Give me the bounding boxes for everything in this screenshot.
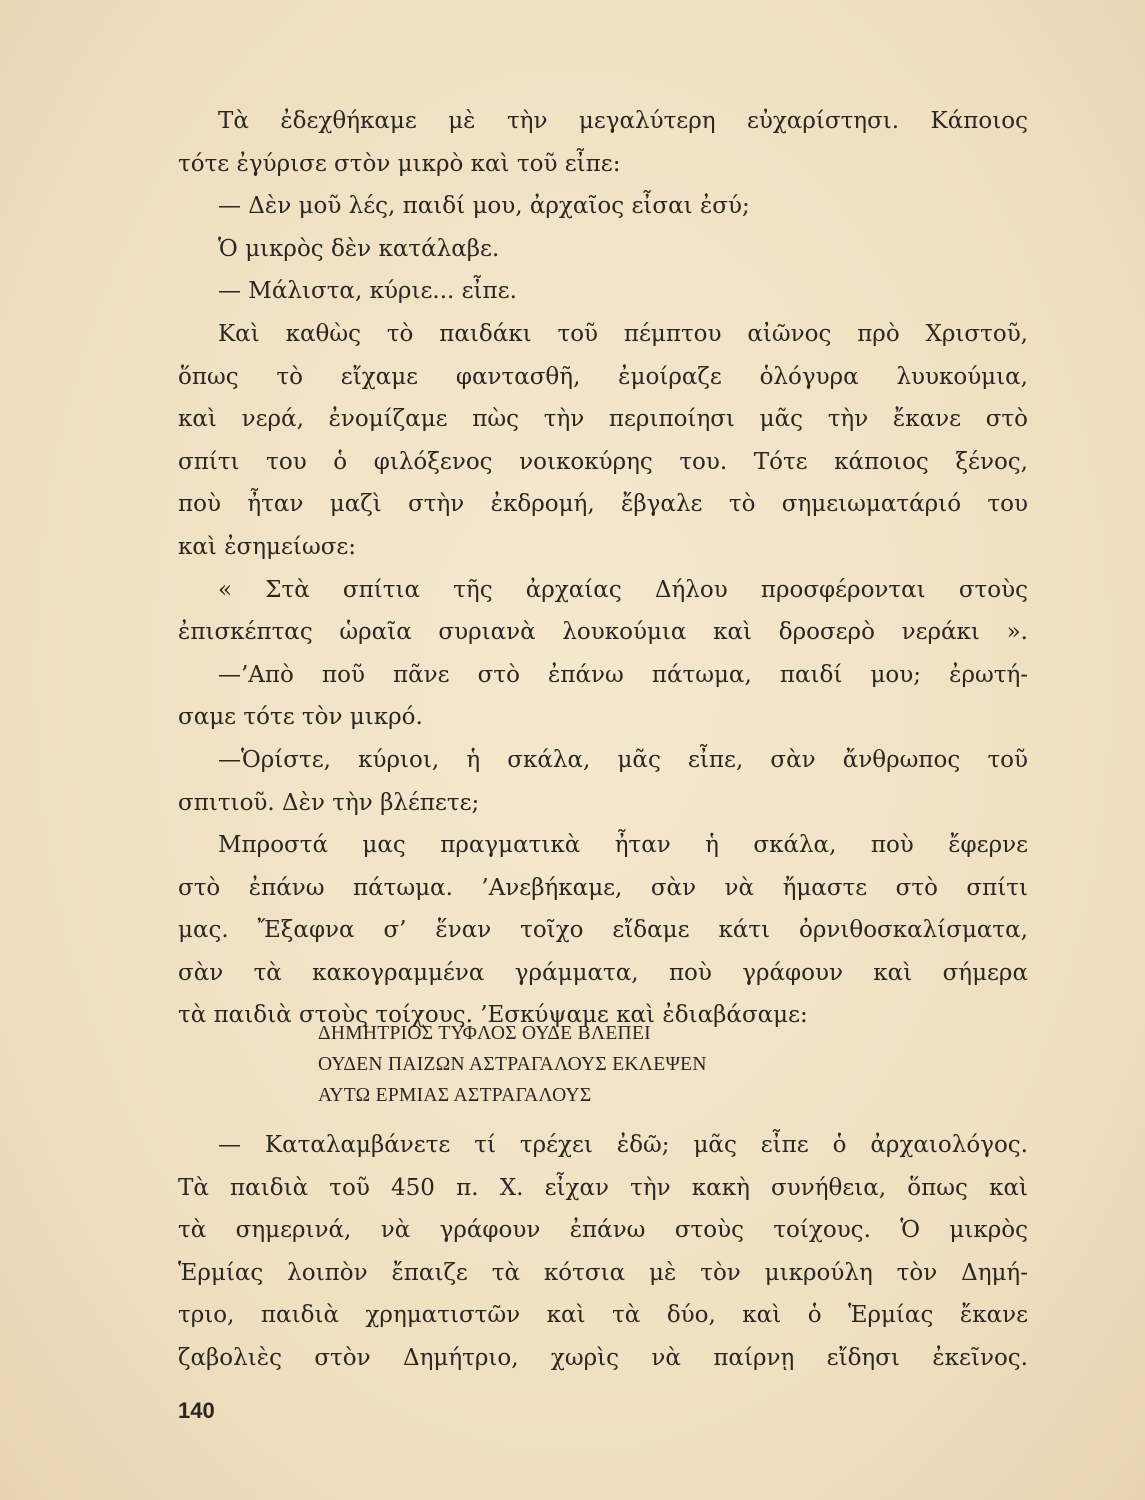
text-line: σαμε τότε τὸν μικρό. xyxy=(178,704,423,731)
text-line: Μπροστά μας πραγματικὰ ἦταν ἡ σκάλα, ποὺ ἔφερνε xyxy=(218,832,1028,859)
text-line: Ἑρμίας λοιπὸν ἔπαιζε τὰ κότσια μὲ τὸν μικρούλη τὸν Δημή- xyxy=(178,1259,1028,1286)
text-line: καὶ νερά, ἐνομίζαμε πὼς τὴν περιποίησι μᾶς τὴν ἔκανε στὸ xyxy=(178,406,1028,433)
text-line: — Δὲν μοῦ λές, παιδί μου, ἀρχαῖος εἶσαι ἐσύ; xyxy=(218,193,750,220)
text-line: σὰν τὰ κακογραμμένα γράμματα, ποὺ γράφουν καὶ σήμερα xyxy=(178,959,1028,986)
text-line: —’Απὸ ποῦ πᾶνε στὸ ἐπάνω πάτωμα, παιδί μου; ἐρωτή- xyxy=(218,661,1028,688)
text-line: σπιτιοῦ. Δὲν τὴν βλέπετε; xyxy=(178,789,480,816)
inscription-line: ΔΗΜΗΤΡΙΟΣ ΤΥΦΛΟΣ ΟΥΔΕ ΒΛΕΠΕΙ xyxy=(318,1023,651,1044)
text-line: Ὁ μικρὸς δὲν κατάλαβε. xyxy=(218,235,500,262)
text-line: — Μάλιστα, κύριε... εἶπε. xyxy=(218,278,517,305)
text-line: καὶ ἐσημείωσε: xyxy=(178,533,357,560)
text-line: τριο, παιδιὰ χρηματιστῶν καὶ τὰ δύο, καὶ ὁ Ἑρμίας ἔκανε xyxy=(178,1302,1028,1329)
main-text-block xyxy=(178,100,1028,1037)
ancient-inscription xyxy=(318,1018,918,1111)
text-line: ὅπως τὸ εἴχαμε φαντασθῆ, ἐμοίραζε ὁλόγυρα λυυκούμια, xyxy=(178,363,1028,390)
inscription-line: ΑΥΤΩ ΕΡΜΙΑΣ ΑΣΤΡΑΓΑΛΟΥΣ xyxy=(318,1085,592,1106)
text-line: σπίτι του ὁ φιλόξενος νοικοκύρης του. Τότε κάποιος ξένος, xyxy=(178,448,1028,475)
closing-text-block xyxy=(178,1124,1028,1380)
text-line: ζαβολιὲς στὸν Δημήτριο, χωρὶς νὰ παίρνῃ εἴδησι ἐκεῖνος. xyxy=(178,1344,1028,1371)
text-line: Καὶ καθὼς τὸ παιδάκι τοῦ πέμπτου αἰῶνος πρὸ Χριστοῦ, xyxy=(218,320,1028,347)
text-line: « Στὰ σπίτια τῆς ἀρχαίας Δήλου προσφέρονται στοὺς xyxy=(218,576,1028,603)
text-line: Τὰ παιδιὰ τοῦ 450 π. Χ. εἶχαν τὴν κακὴ συνήθεια, ὅπως καὶ xyxy=(178,1174,1028,1201)
text-line: τότε ἐγύρισε στὸν μικρὸ καὶ τοῦ εἶπε: xyxy=(178,150,621,177)
text-line: Τὰ ἐδεχθήκαμε μὲ τὴν μεγαλύτερη εὐχαρίστησι. Κάποιος xyxy=(218,108,1028,134)
text-line: τὰ παιδιὰ στοὺς τοίχους. ’Εσκύψαμε καὶ ἐδιαβάσαμε: xyxy=(178,1002,808,1029)
inscription-line: ΟΥΔΕΝ ΠΑΙΖΩΝ ΑΣΤΡΑΓΑΛΟΥΣ ΕΚΛΕΨΕΝ xyxy=(318,1054,707,1075)
page-number: 140 xyxy=(178,1398,215,1423)
text-line: ἐπισκέπτας ὡραῖα συριανὰ λουκούμια καὶ δροσερὸ νεράκι ». xyxy=(178,619,1028,646)
text-line: στὸ ἐπάνω πάτωμα. ’Ανεβήκαμε, σὰν νὰ ἤμαστε στὸ σπίτι xyxy=(178,874,1028,901)
text-line: τὰ σημερινά, νὰ γράφουν ἐπάνω στοὺς τοίχους. Ὁ μικρὸς xyxy=(178,1217,1028,1244)
text-line: μας. Ἔξαφνα σ’ ἕναν τοῖχο εἴδαμε κάτι ὀρνιθοσκαλίσματα, xyxy=(178,917,1028,944)
text-line: — Καταλαμβάνετε τί τρέχει ἐδῶ; μᾶς εἶπε ὁ ἀρχαιολόγος. xyxy=(218,1132,1028,1158)
text-line: ποὺ ἦταν μαζὶ στὴν ἐκδρομή, ἔβγαλε τὸ σημειωματάριό του xyxy=(178,491,1028,518)
text-line: —Ὁρίστε, κύριοι, ἡ σκάλα, μᾶς εἶπε, σὰν ἄνθρωπος τοῦ xyxy=(218,746,1028,773)
